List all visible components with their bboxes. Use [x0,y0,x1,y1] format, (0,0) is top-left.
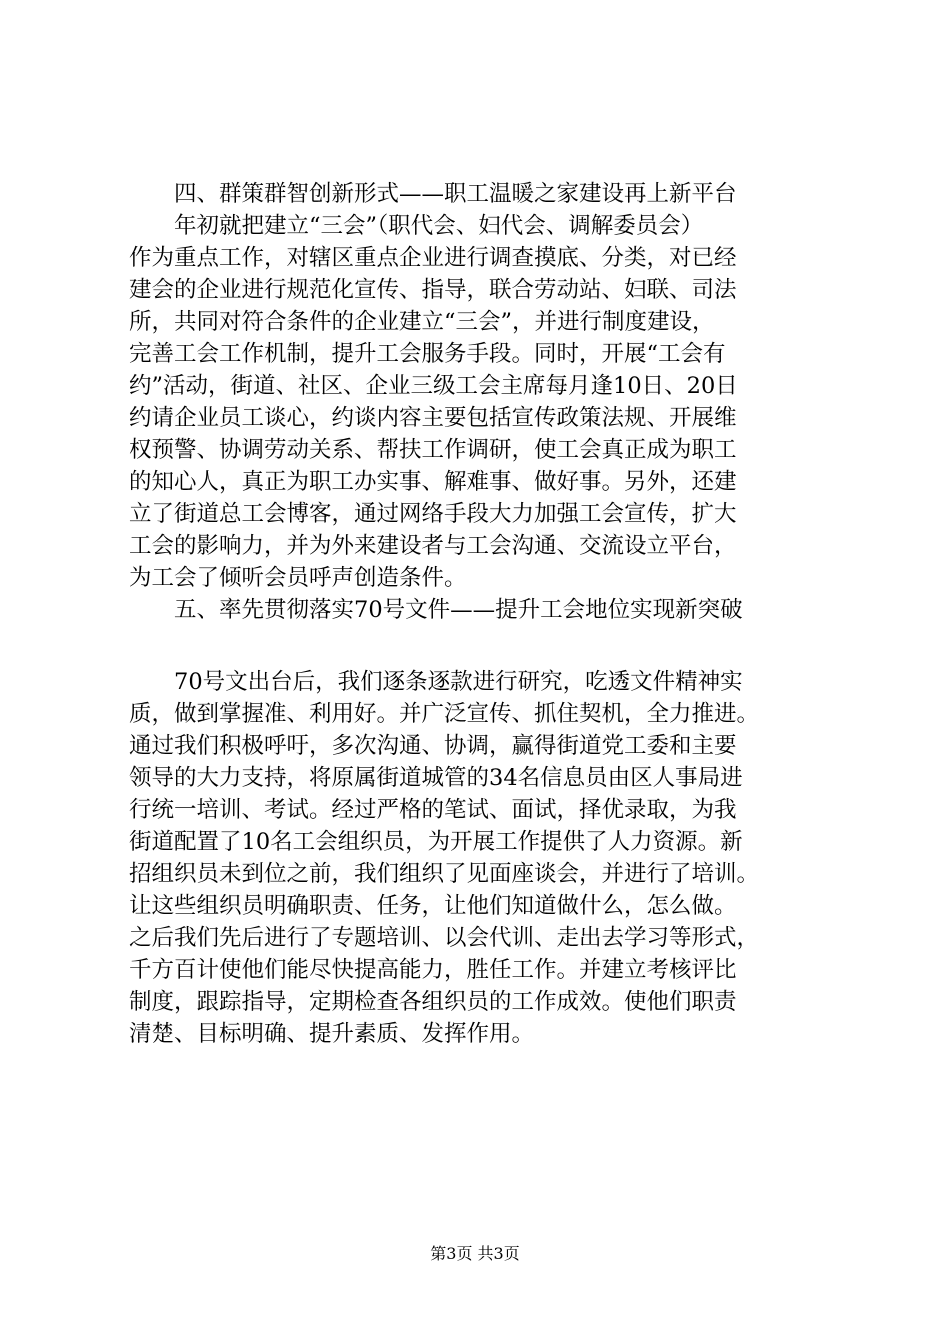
page-number-footer: 第3页 共3页 [430,1244,520,1263]
paragraph-line: 的知心人，真正为职工办实事、解难事、做好事。另外，还建 [129,469,737,495]
paragraph-line: 让这些组织员明确职责、任务，让他们知道做什么，怎么做。 [129,893,737,919]
paragraph-line: 千方百计使他们能尽快提高能力，胜任工作。并建立考核评比 [129,957,737,983]
paragraph-gap [129,626,849,666]
paragraph-line: 质，做到掌握准、利用好。并广泛宣传、抓住契机，全力推进。 [129,701,760,727]
section-4-heading: 四、群策群智创新形式——职工温暖之家建设再上新平台 [174,181,737,207]
paragraph-line: 清楚、目标明确、提升素质、发挥作用。 [129,1021,535,1047]
paragraph-line: 建会的企业进行规范化宣传、指导，联合劳动站、妇联、司法 [129,277,737,303]
paragraph-line: 完善工会工作机制，提升工会服务手段。同时，开展“工会有 [129,341,726,367]
paragraph-line: 制度，跟踪指导，定期检查各组织员的工作成效。使他们职责 [129,989,737,1015]
paragraph-line: 行统一培训、考试。经过严格的笔试、面试，择优录取，为我 [129,797,737,823]
paragraph-line: 立了街道总工会博客，通过网络手段大力加强工会宣传，扩大 [129,501,737,527]
paragraph-line: 领导的大力支持，将原属街道城管的34名信息员由区人事局进 [129,765,743,791]
paragraph-line: 权预警、协调劳动关系、帮扶工作调研，使工会真正成为职工 [129,437,737,463]
document-body [129,178,849,1050]
paragraph-line: 作为重点工作，对辖区重点企业进行调查摸底、分类，对已经 [129,245,737,271]
paragraph-line: 之后我们先后进行了专题培训、以会代训、走出去学习等形式， [129,925,760,951]
paragraph-line: 为工会了倾听会员呼声创造条件。 [129,565,467,591]
section-5-heading: 五、率先贯彻落实70号文件——提升工会地位实现新突破 [174,597,743,623]
paragraph-line: 约请企业员工谈心，约谈内容主要包括宣传政策法规、开展维 [129,405,737,431]
paragraph-line: 通过我们积极呼吁，多次沟通、协调，赢得街道党工委和主要 [129,733,737,759]
paragraph-line: 70号文出台后，我们逐条逐款进行研究，吃透文件精神实 [174,669,743,695]
paragraph-line: 工会的影响力，并为外来建设者与工会沟通、交流设立平台， [129,533,737,559]
paragraph-line: 年初就把建立“三会”（职代会、妇代会、调解委员会） [174,213,704,239]
paragraph-line: 所，共同对符合条件的企业建立“三会”，并进行制度建设， [129,309,715,335]
paragraph-line: 招组织员未到位之前，我们组织了见面座谈会，并进行了培训。 [129,861,760,887]
paragraph-line: 街道配置了10名工会组织员，为开展工作提供了人力资源。新 [129,829,743,855]
paragraph-line: 约”活动，街道、社区、企业三级工会主席每月逢10日、20日 [129,373,738,399]
